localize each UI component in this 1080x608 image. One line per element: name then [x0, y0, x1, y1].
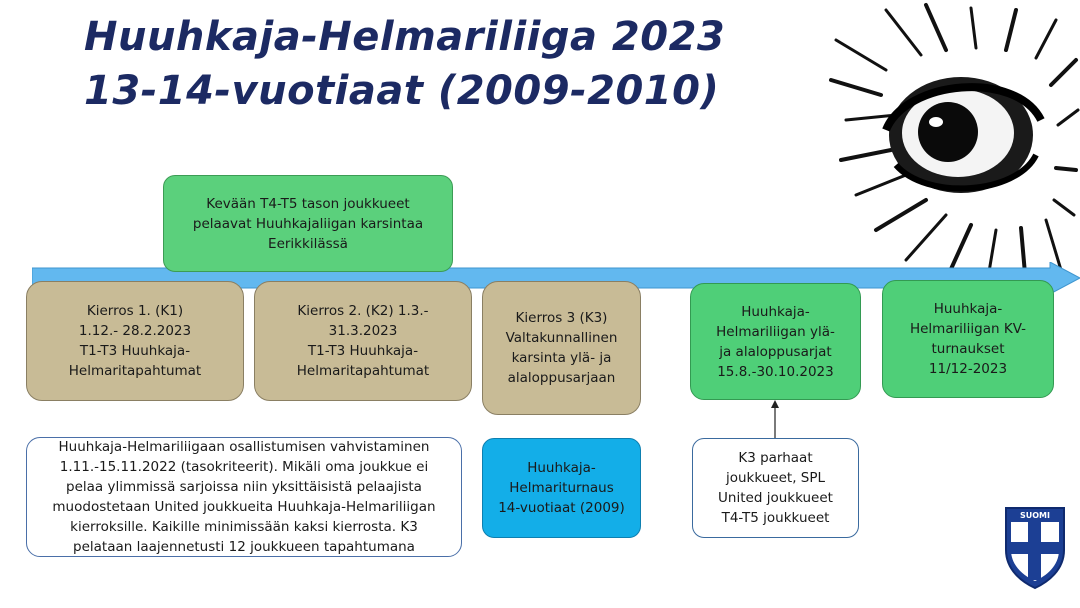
- crest-label: SUOMI: [1020, 511, 1050, 520]
- suomi-crest-icon: [1002, 504, 1068, 590]
- final-series-box: Huuhkaja- Helmariliigan ylä- ja alaloppusarjat 15.8.-30.10.2023: [690, 283, 861, 400]
- spring-qualifier-box: Kevään T4-T5 tason joukkueet pelaavat Huuhkajaliigan karsintaa Eerikkilässä: [163, 175, 453, 272]
- international-tournaments-box: Huuhkaja- Helmariliigan KV- turnaukset 11/12-2023: [882, 280, 1054, 398]
- round-2-box: Kierros 2. (K2) 1.3.- 31.3.2023 T1-T3 Huuhkaja- Helmaritapahtumat: [254, 281, 472, 401]
- k3-teams-box: K3 parhaat joukkueet, SPL United joukkueet T4-T5 joukkueet: [692, 438, 859, 538]
- page-title: [84, 10, 725, 118]
- round-1-box: Kierros 1. (K1) 1.12.- 28.2.2023 T1-T3 Huuhkaja- Helmaritapahtumat: [26, 281, 244, 401]
- title-line-1: Huuhkaja-Helmariliiga 2023: [84, 14, 726, 60]
- participation-info-box: Huuhkaja-Helmariliigaan osallistumisen vahvistaminen 1.11.-15.11.2022 (tasokriteerit). Mikäli oma joukkue ei pelaa ylimmissä sarjoissa niin yksittäisistä pelaajista muodostetaan United joukkueita Huuhkaja-Helmariliigan kierroksille. Kaikille minimissään kaksi kierrosta. K3 pelataan laajennetusti 12 joukkueen tapahtumana: [26, 437, 462, 557]
- title-line-2: 13-14-vuotiaat (2009-2010): [84, 68, 720, 114]
- owl-eye-icon: [826, 0, 1080, 300]
- tournament-box: Huuhkaja- Helmariturnaus 14-vuotiaat (2009): [482, 438, 641, 538]
- up-arrow-icon: [768, 400, 782, 438]
- round-3-box: Kierros 3 (K3) Valtakunnallinen karsinta ylä- ja alaloppusarjaan: [482, 281, 641, 415]
